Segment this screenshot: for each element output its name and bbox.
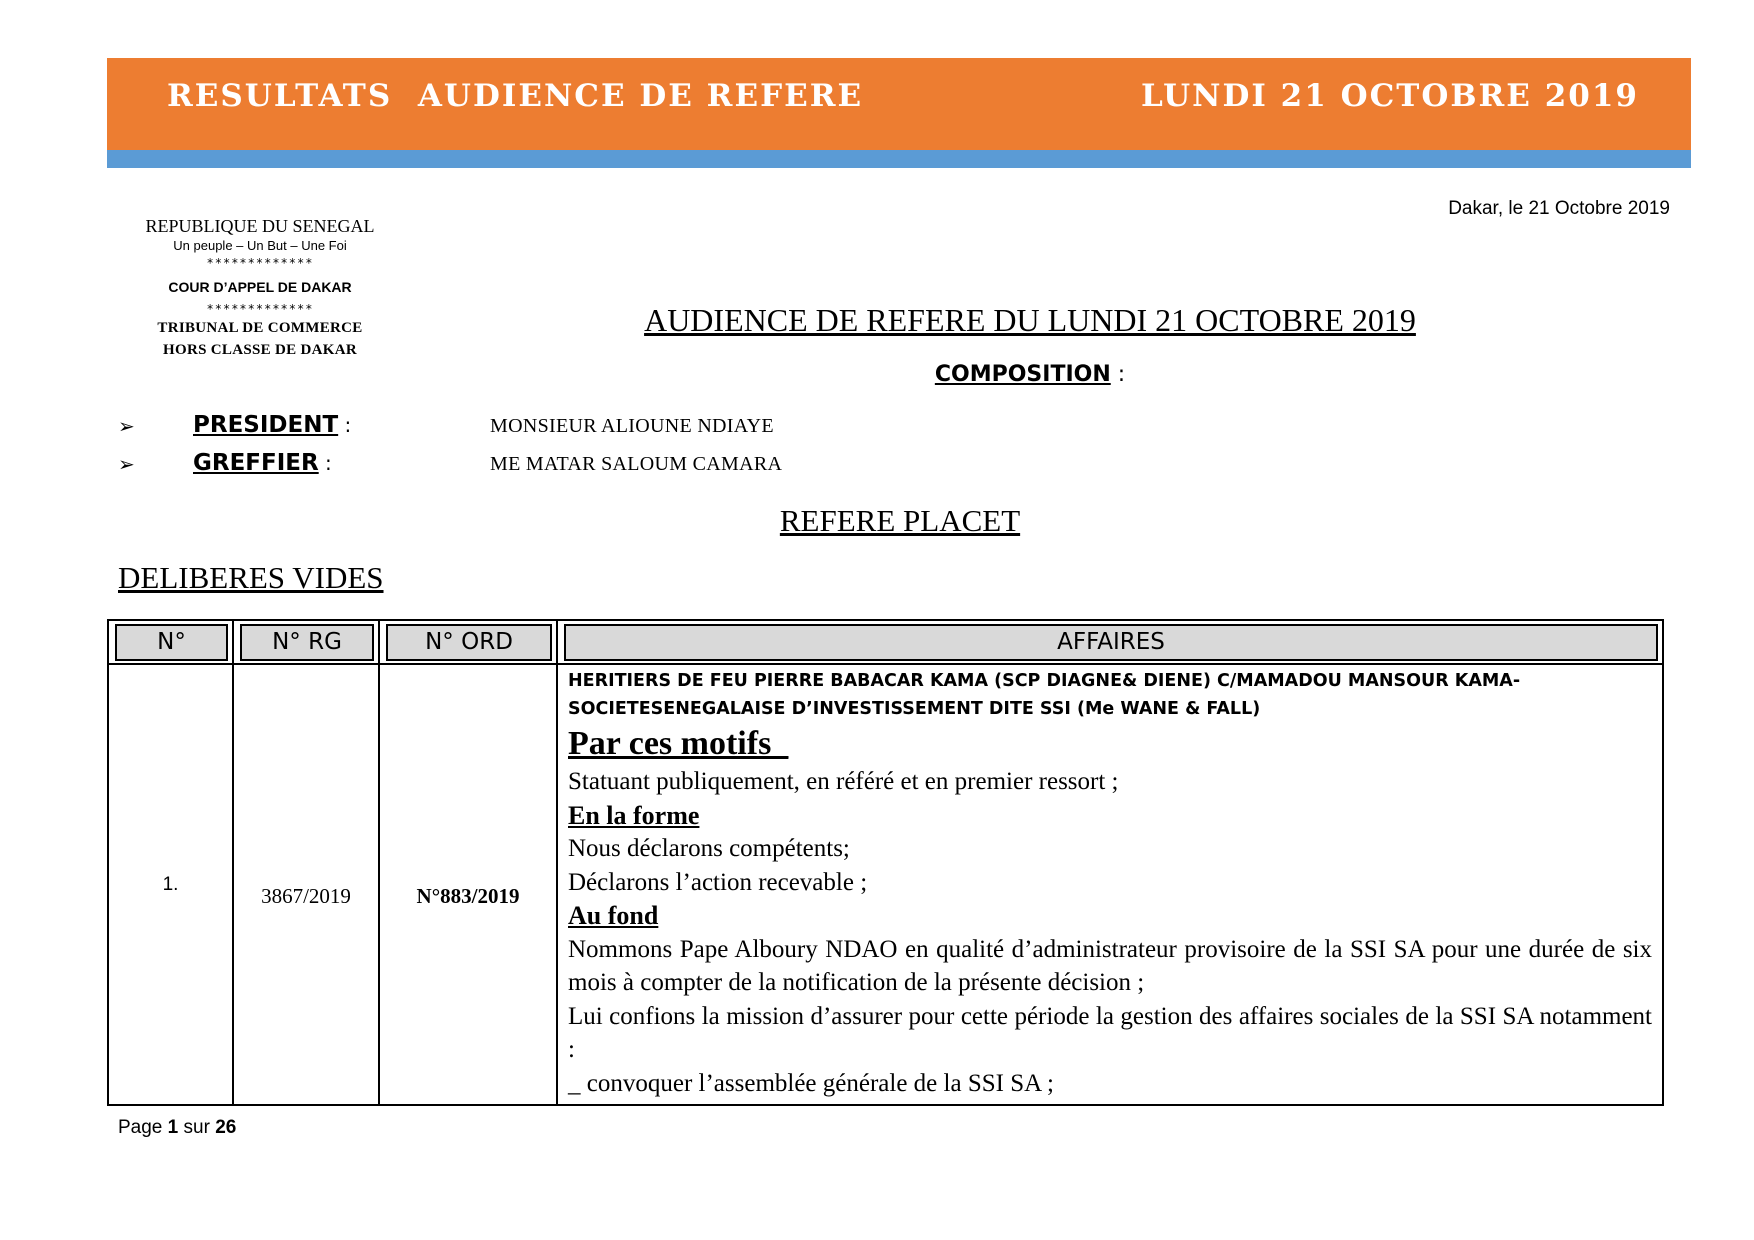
stars-divider: ************* — [206, 302, 314, 316]
role-name: GREFFIER — [193, 450, 319, 476]
page-footer — [118, 1117, 236, 1139]
role-label — [193, 412, 351, 438]
role-colon: : — [318, 451, 332, 475]
cases-table — [107, 619, 1664, 1106]
ord-number: N°883/2019 — [379, 664, 557, 1105]
ruling-line: Nous déclarons compétents; — [568, 835, 850, 862]
role-value: MONSIEUR ALIOUNE NDIAYE — [490, 415, 774, 437]
ruling-line: Lui confions la mission d’assurer pour cette période la gestion des affaires sociales de la SSI SA notamment : — [568, 1002, 1652, 1063]
column-header — [379, 620, 557, 664]
role-name: PRESIDENT — [193, 412, 339, 438]
case-parties: HERITIERS DE FEU PIERRE BABACAR KAMA (SCP DIAGNE& DIENE) C/MAMADOU MANSOUR KAMA-SOCIETESENEGALAISE D’INVESTISSEMENT DITE SSI (Me WANE & FALL) — [568, 671, 1521, 719]
tribunal-line-2: HORS CLASSE DE DAKAR — [163, 342, 357, 358]
stars-divider: ************* — [206, 256, 314, 270]
table-row — [108, 664, 1663, 1105]
total-pages: 26 — [215, 1117, 237, 1138]
table-header-row — [108, 620, 1663, 664]
republique-label: REPUBLIQUE DU SENEGAL — [145, 216, 375, 236]
footer-prefix: Page — [118, 1117, 168, 1138]
role-colon: : — [338, 413, 352, 437]
case-details — [557, 664, 1663, 1105]
current-page: 1 — [167, 1117, 179, 1138]
column-header — [233, 620, 379, 664]
rg-number: 3867/2019 — [233, 664, 379, 1105]
court-of-appeal-label: COUR D’APPEL DE DAKAR — [168, 279, 352, 295]
ruling-line: Déclarons l’action recevable ; — [568, 868, 868, 896]
composition-heading — [560, 362, 1500, 387]
footer-middle: sur — [178, 1117, 216, 1138]
column-header — [108, 620, 233, 664]
banner-title: RESULTATS AUDIENCE DE REFERE — [167, 78, 864, 114]
hearing-title: AUDIENCE DE REFERE DU LUNDI 21 OCTOBRE 2019 — [644, 302, 1416, 338]
document-date: Dakar, le 21 Octobre 2019 — [1448, 198, 1670, 219]
column-header — [557, 620, 1663, 664]
banner-date: LUNDI 21 OCTOBRE 2019 — [1141, 78, 1639, 114]
ruling-line: Statuant publiquement, en référé et en premier ressort ; — [568, 768, 1119, 795]
role-row-greffier — [118, 452, 1018, 482]
national-motto: Un peuple – Un But – Une Foi — [173, 238, 347, 253]
column-header-label: AFFAIRES — [564, 624, 1658, 661]
arrow-bullet-icon: ➢ — [118, 452, 135, 476]
column-header-label: N° — [115, 624, 228, 661]
column-header-label: N° RG — [240, 624, 374, 661]
section-title: REFERE PLACET — [779, 503, 1021, 538]
banner-stripe — [107, 150, 1691, 168]
case-number: 1. — [108, 664, 233, 1105]
sub-title: DELIBERES VIDES — [118, 560, 384, 595]
composition-colon: : — [1110, 362, 1126, 387]
column-header-label: N° ORD — [386, 624, 552, 661]
role-label — [193, 450, 332, 476]
tribunal-line-1: TRIBUNAL DE COMMERCE — [157, 320, 363, 336]
header-banner — [107, 58, 1691, 150]
forme-heading: En la forme — [568, 800, 700, 830]
motifs-heading: Par ces motifs_ — [568, 725, 789, 762]
role-value: ME MATAR SALOUM CAMARA — [490, 453, 783, 475]
composition-label: COMPOSITION — [934, 362, 1111, 387]
fond-heading: Au fond — [568, 901, 659, 930]
role-row-president — [118, 414, 1018, 444]
ruling-line: _ convoquer l’assemblée générale de la SSI SA ; — [568, 1069, 1054, 1097]
ruling-line: Nommons Pape Alboury NDAO en qualité d’administrateur provisoire de la SSI SA pour une durée de six mois à compter de la notification de la présente décision ; — [568, 935, 1652, 996]
arrow-bullet-icon: ➢ — [118, 414, 135, 438]
letterhead — [110, 215, 410, 361]
